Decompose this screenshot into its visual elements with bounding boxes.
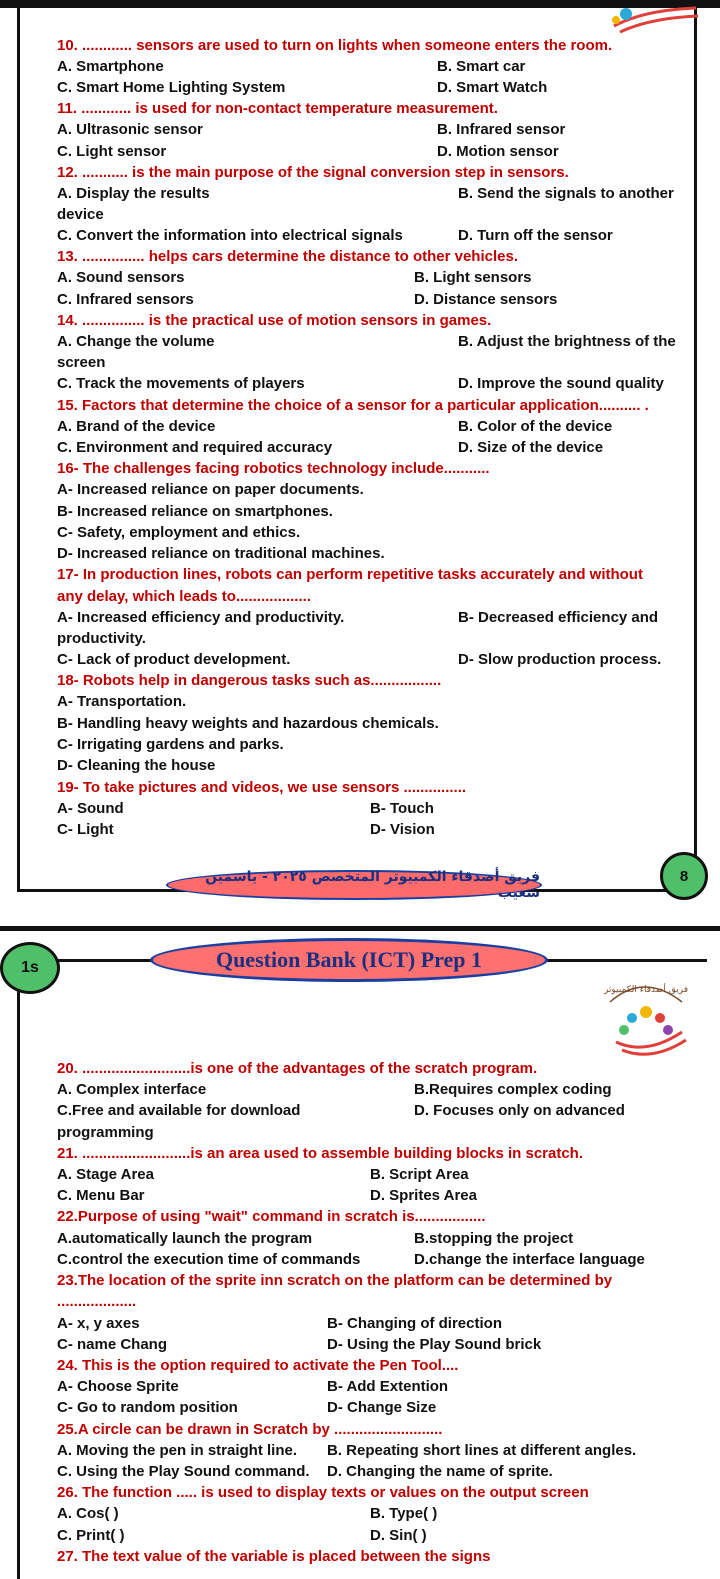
question-26: 26. The function ..... is used to display texts or values on the output screen xyxy=(57,1484,589,1501)
question-14: 14. ............... is the practical use of motion sensors in games. xyxy=(57,312,492,329)
option-23-c: C- name Chang xyxy=(57,1336,168,1353)
option-25-c: C. Using the Play Sound command. xyxy=(57,1463,310,1480)
option-20-c-cont: programming xyxy=(57,1124,154,1141)
page-number: 8 xyxy=(679,867,689,885)
option-14-c: C. Track the movements of players xyxy=(57,375,305,392)
option-24-a: A- Choose Sprite xyxy=(57,1378,179,1395)
option-13-a: A. Sound sensors xyxy=(57,269,185,286)
option-13-b: B. Light sensors xyxy=(414,269,532,286)
option-13-d: D. Distance sensors xyxy=(414,291,558,308)
section-badge xyxy=(0,942,60,994)
option-19-c: C- Light xyxy=(57,821,114,838)
logo-text: فريق أصدقاء الكمبيوتر xyxy=(603,985,689,995)
option-14-b-cont: screen xyxy=(57,354,106,371)
option-26-a: A. Cos( ) xyxy=(57,1505,119,1522)
option-16-b: B- Increased reliance on smartphones. xyxy=(57,503,333,520)
title-banner xyxy=(150,938,548,982)
option-23-b: B- Changing of direction xyxy=(327,1315,502,1332)
option-15-c: C. Environment and required accuracy xyxy=(57,439,333,456)
option-14-b: B. Adjust the brightness of the xyxy=(458,333,676,350)
question-18: 18- Robots help in dangerous tasks such as................. xyxy=(57,672,442,689)
option-18-a: A- Transportation. xyxy=(57,693,187,710)
question-12: 12. ........... is the main purpose of the signal conversion step in sensors. xyxy=(57,164,569,181)
option-23-a: A- x, y axes xyxy=(57,1315,140,1332)
question-17-cont: any delay, which leads to.................. xyxy=(57,588,311,605)
option-26-d: D. Sin( ) xyxy=(370,1527,427,1544)
option-17-d: D- Slow production process. xyxy=(458,651,662,668)
option-25-a: A. Moving the pen in straight line. xyxy=(57,1442,298,1459)
option-10-b: B. Smart car xyxy=(437,58,526,75)
question-21: 21. ..........................is an area used to assemble building blocks in scratch. xyxy=(57,1145,584,1162)
option-18-d: D- Cleaning the house xyxy=(57,757,216,774)
question-27: 27. The text value of the variable is placed between the signs xyxy=(57,1548,491,1565)
question-17: 17- In production lines, robots can perform repetitive tasks accurately and without xyxy=(57,566,643,583)
footer-banner xyxy=(166,870,542,900)
option-21-c: C. Menu Bar xyxy=(57,1187,145,1204)
team-logo-icon xyxy=(604,4,700,38)
option-12-b-cont: device xyxy=(57,206,104,223)
question-22: 22.Purpose of using "wait" command in scratch is................. xyxy=(57,1208,486,1225)
option-11-a: A. Ultrasonic sensor xyxy=(57,121,203,138)
option-21-a: A. Stage Area xyxy=(57,1166,154,1183)
option-16-a: A- Increased reliance on paper documents. xyxy=(57,481,364,498)
option-12-a: A. Display the results xyxy=(57,185,210,202)
option-11-d: D. Motion sensor xyxy=(437,143,559,160)
option-12-d: D. Turn off the sensor xyxy=(458,227,613,244)
question-13: 13. ............... helps cars determine the distance to other vehicles. xyxy=(57,248,518,265)
option-18-c: C- Irrigating gardens and parks. xyxy=(57,736,284,753)
option-20-c: C.Free and available for download xyxy=(57,1102,301,1119)
option-25-b: B. Repeating short lines at different angles. xyxy=(327,1442,637,1459)
question-11: 11. ............ is used for non-contact temperature measurement. xyxy=(57,100,498,117)
question-23-cont: ................... xyxy=(57,1293,137,1310)
option-12-c: C. Convert the information into electrical signals xyxy=(57,227,403,244)
section-badge-text: 1s xyxy=(21,959,39,976)
option-11-b: B. Infrared sensor xyxy=(437,121,566,138)
option-24-c: C- Go to random position xyxy=(57,1399,238,1416)
option-19-b: B- Touch xyxy=(370,800,434,817)
option-14-d: D. Improve the sound quality xyxy=(458,375,664,392)
option-19-a: A- Sound xyxy=(57,800,124,817)
team-logo-icon xyxy=(596,972,692,1062)
option-23-d: D- Using the Play Sound brick xyxy=(327,1336,542,1353)
option-26-c: C. Print( ) xyxy=(57,1527,125,1544)
question-24: 24. This is the option required to activate the Pen Tool.... xyxy=(57,1357,459,1374)
option-17-c: C- Lack of product development. xyxy=(57,651,291,668)
question-15: 15. Factors that determine the choice of a sensor for a particular application.......... . xyxy=(57,397,649,414)
question-20: 20. ..........................is one of the advantages of the scratch program. xyxy=(57,1060,538,1077)
option-22-d: D.change the interface language xyxy=(414,1251,645,1268)
option-10-a: A. Smartphone xyxy=(57,58,164,75)
option-15-d: D. Size of the device xyxy=(458,439,604,456)
option-25-d: D. Changing the name of sprite. xyxy=(327,1463,553,1480)
option-22-c: C.control the execution time of commands xyxy=(57,1251,361,1268)
question-16: 16- The challenges facing robotics technology include........... xyxy=(57,460,490,477)
question-19: 19- To take pictures and videos, we use sensors ............... xyxy=(57,779,467,796)
option-15-a: A. Brand of the device xyxy=(57,418,216,435)
option-14-a: A. Change the volume xyxy=(57,333,215,350)
option-17-b-cont: productivity. xyxy=(57,630,146,647)
option-10-c: C. Smart Home Lighting System xyxy=(57,79,286,96)
option-17-b: B- Decreased efficiency and xyxy=(458,609,659,626)
page-2-top-edge xyxy=(0,926,720,931)
option-15-b: B. Color of the device xyxy=(458,418,613,435)
page-number-badge xyxy=(660,852,708,900)
option-24-d: D- Change Size xyxy=(327,1399,437,1416)
option-13-c: C. Infrared sensors xyxy=(57,291,194,308)
option-20-a: A. Complex interface xyxy=(57,1081,207,1098)
option-16-c: C- Safety, employment and ethics. xyxy=(57,524,301,541)
option-22-b: B.stopping the project xyxy=(414,1230,574,1247)
option-24-b: B- Add Extention xyxy=(327,1378,449,1395)
option-16-d: D- Increased reliance on traditional machines. xyxy=(57,545,385,562)
option-26-b: B. Type( ) xyxy=(370,1505,438,1522)
question-10: 10. ............ sensors are used to turn on lights when someone enters the room. xyxy=(57,37,613,54)
question-23: 23.The location of the sprite inn scratch on the platform can be determined by xyxy=(57,1272,613,1289)
option-18-b: B- Handling heavy weights and hazardous chemicals. xyxy=(57,715,439,732)
option-10-d: D. Smart Watch xyxy=(437,79,548,96)
footer-credit-text: فريق أصدقاء الكمبيوتر المتخصص ٢٠٢٥ - ياسمين شعيب xyxy=(205,869,540,901)
option-12-b: B. Send the signals to another xyxy=(458,185,674,202)
option-20-d: D. Focuses only on advanced xyxy=(414,1102,625,1119)
option-20-b: B.Requires complex coding xyxy=(414,1081,612,1098)
option-21-d: D. Sprites Area xyxy=(370,1187,477,1204)
option-11-c: C. Light sensor xyxy=(57,143,167,160)
option-19-d: D- Vision xyxy=(370,821,435,838)
option-22-a: A.automatically launch the program xyxy=(57,1230,313,1247)
option-17-a: A- Increased efficiency and productivity. xyxy=(57,609,345,626)
question-25: 25.A circle can be drawn in Scratch by .......................... xyxy=(57,1421,443,1438)
page-title: Question Bank (ICT) Prep 1 xyxy=(215,947,483,972)
option-21-b: B. Script Area xyxy=(370,1166,469,1183)
